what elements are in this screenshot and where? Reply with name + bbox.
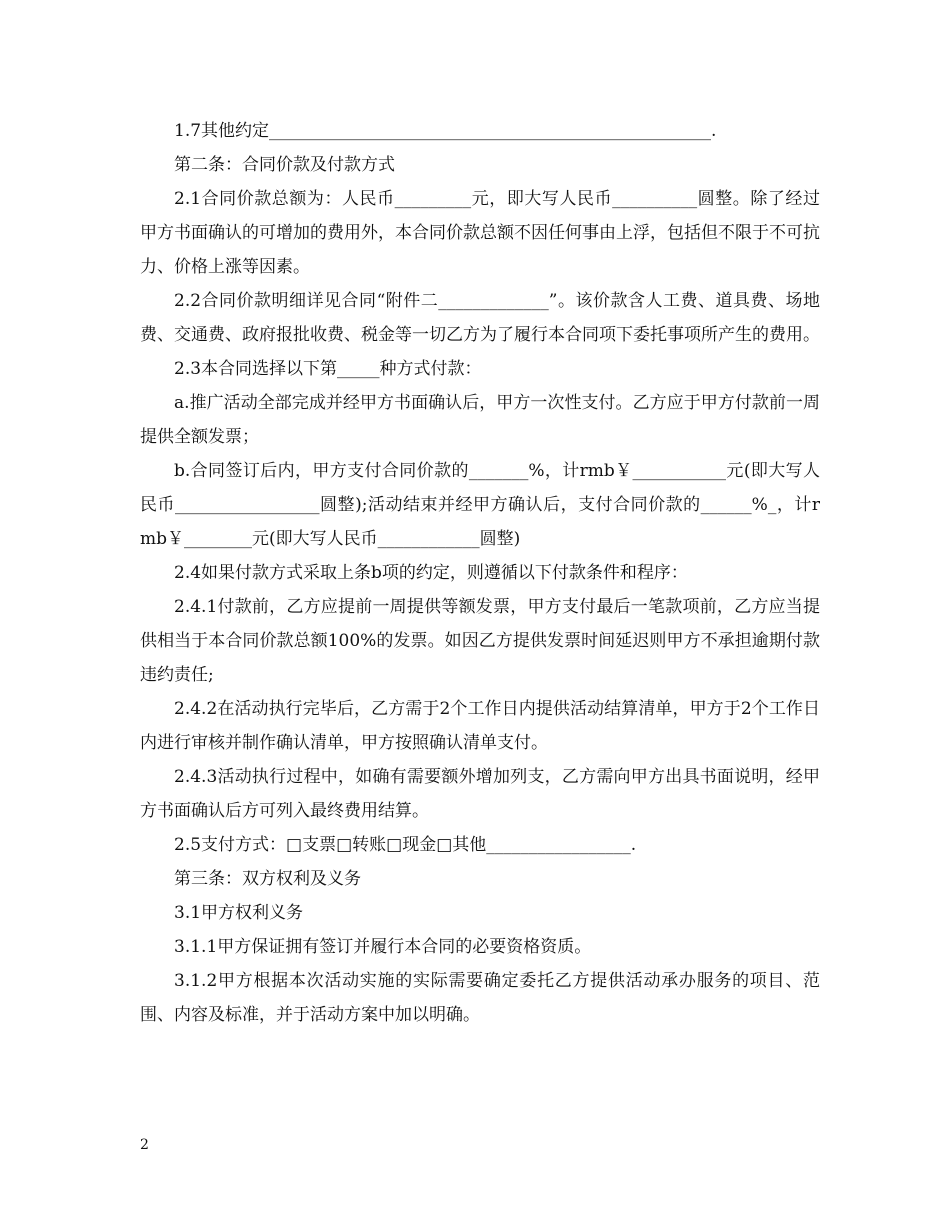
clause-3-1: 3.1甲方权利义务 xyxy=(174,903,304,923)
clause-1-7: 1.7其他约定____________________________________________________. xyxy=(174,121,717,141)
clause-3-1-1: 3.1.1甲方保证拥有签订并履行本合同的必要资格资质。 xyxy=(174,937,592,957)
clause-2-2: 2.2合同价款明细详见合同“附件二_____________”。该价款含人工费、道具费、场地费、交通费、政府报批收费、税金等一切乙方为了履行本合同项下委托事项所产生的费用。 xyxy=(140,291,820,345)
page-number: 2 xyxy=(140,1137,149,1153)
clause-2-4-2: 2.4.2在活动执行完毕后，乙方需于2个工作日内提供活动结算清单，甲方于2个工作日内进行审核并制作确认清单，甲方按照确认清单支付。 xyxy=(140,699,820,753)
section-heading-article-3: 第三条：双方权利及义务 xyxy=(174,869,361,889)
option-b: b.合同签订后内，甲方支付合同价款的_______%，计rmb￥___________元(即大写人民币_________________圆整);活动结束并经甲方确认后，支付合同价款的______%_，计rmb￥________元(即大写人民币____________圆整) xyxy=(140,461,820,549)
clause-2-3: 2.3本合同选择以下第_____种方式付款： xyxy=(174,359,482,379)
clause-2-4-1: 2.4.1付款前，乙方应提前一周提供等额发票，甲方支付最后一笔款项前，乙方应当提供相当于本合同价款总额100%的发票。如因乙方提供发票时间延迟则甲方不承担逾期付款违约责任; xyxy=(140,597,820,685)
clause-2-4: 2.4如果付款方式采取上条b项的约定，则遵循以下付款条件和程序： xyxy=(174,563,688,583)
clause-2-1: 2.1合同价款总额为：人民币_________元，即大写人民币__________圆整。除了经过甲方书面确认的可增加的费用外，本合同价款总额不因任何事由上浮，包括但不限于不可抗力、价格上涨等因素。 xyxy=(140,189,820,277)
clause-2-4-3: 2.4.3活动执行过程中，如确有需要额外增加列支，乙方需向甲方出具书面说明，经甲方书面确认后方可列入最终费用结算。 xyxy=(140,767,820,821)
clause-3-1-2: 3.1.2甲方根据本次活动实施的实际需要确定委托乙方提供活动承办服务的项目、范围、内容及标准，并于活动方案中加以明确。 xyxy=(140,971,820,1025)
document-body xyxy=(140,114,820,1032)
option-a: a.推广活动全部完成并经甲方书面确认后，甲方一次性支付。乙方应于甲方付款前一周提供全额发票； xyxy=(140,393,820,447)
clause-2-5: 2.5支付方式：□支票□转账□现金□其他_________________. xyxy=(174,835,637,855)
section-heading-article-2: 第二条：合同价款及付款方式 xyxy=(174,155,395,175)
